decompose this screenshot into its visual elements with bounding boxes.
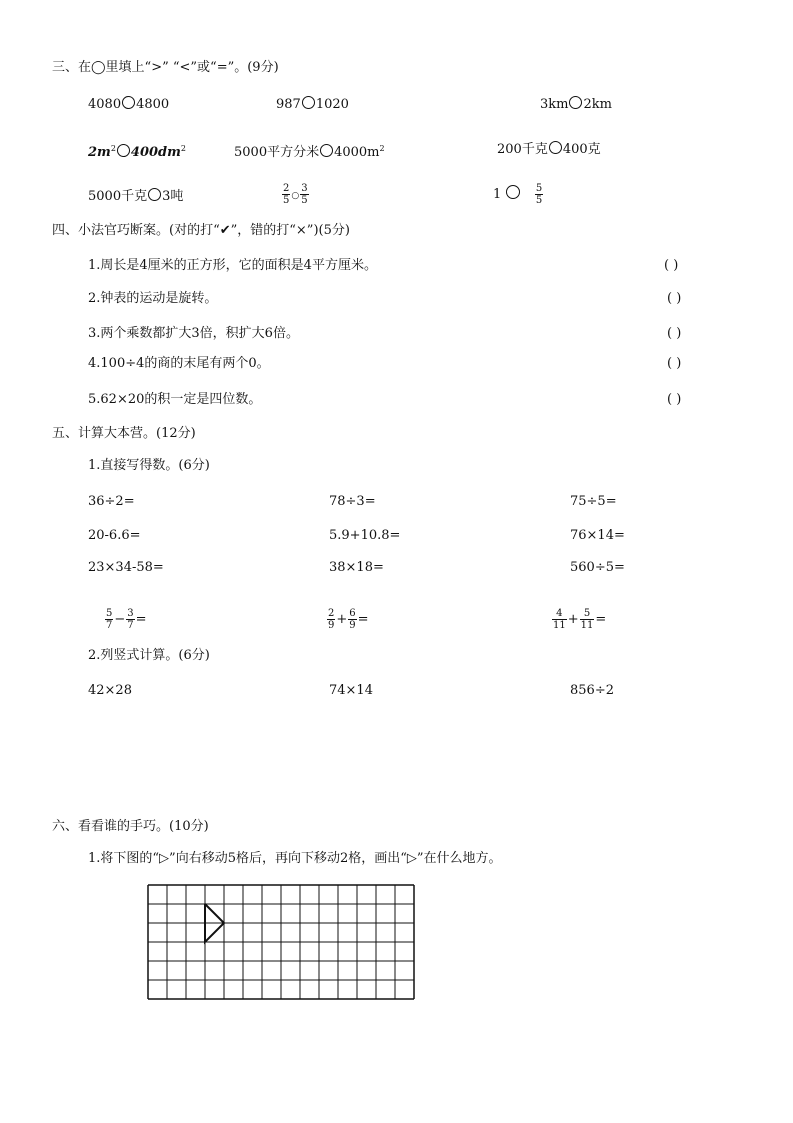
left-value: 2m bbox=[88, 145, 111, 160]
left-value: 5000千克 bbox=[88, 189, 148, 204]
fraction: $\frac{6}{9}$ bbox=[349, 608, 356, 631]
section-3-title: 三、在◯里填上“>” “<”或“=”。(9分) bbox=[52, 60, 279, 75]
compare-200kg-400g bbox=[497, 141, 601, 158]
compare-1-5-5 bbox=[493, 180, 544, 210]
left-value: 987 bbox=[276, 97, 301, 112]
operator: + bbox=[567, 612, 579, 627]
left-value: 200千克 bbox=[497, 142, 548, 157]
left-value: 5000平方分米 bbox=[234, 145, 320, 160]
right-value: 4800 bbox=[136, 97, 170, 112]
answer-circle[interactable] bbox=[122, 96, 135, 109]
fraction: $\frac{4}{11}$ bbox=[553, 608, 566, 631]
right-value: 400克 bbox=[562, 142, 601, 157]
vertical-calc-item: 856÷2 bbox=[570, 683, 614, 698]
exponent: 2 bbox=[379, 144, 385, 153]
calc-item: 20-6.6= bbox=[88, 528, 141, 543]
answer-circle[interactable] bbox=[506, 185, 520, 199]
answer-circle[interactable]: ○ bbox=[291, 191, 300, 201]
exponent: 2 bbox=[110, 144, 116, 153]
compare-987-1020 bbox=[276, 96, 349, 113]
left-value: 1 bbox=[493, 187, 502, 202]
sub-question-1: 1.直接写得数。(6分) bbox=[88, 458, 210, 473]
judge-item-1: 1.周长是4厘米的正方形，它的面积是4平方厘米。 bbox=[88, 258, 377, 273]
vertical-calc-item: 42×28 bbox=[88, 683, 132, 698]
judge-paren-2[interactable]: ( ) bbox=[667, 291, 682, 306]
frac-calc-b bbox=[326, 605, 369, 635]
right-value: 400dm bbox=[130, 145, 181, 160]
answer-circle[interactable] bbox=[302, 96, 315, 109]
frac-calc-a bbox=[104, 605, 147, 635]
fraction: $\frac{2}{9}$ bbox=[328, 608, 335, 631]
question-6-1: 1.将下图的“▷”向右移动5格后，再向下移动2格，画出“▷”在什么地方。 bbox=[88, 851, 502, 866]
equals: = bbox=[357, 612, 369, 627]
calc-item: 78÷3= bbox=[329, 494, 376, 509]
equals: = bbox=[595, 612, 607, 627]
vertical-calc-item: 74×14 bbox=[329, 683, 373, 698]
frac-calc-c bbox=[551, 605, 606, 635]
section-6-title: 六、看看谁的手巧。(10分) bbox=[52, 819, 209, 834]
answer-circle[interactable] bbox=[148, 188, 161, 201]
fraction: $\frac{5}{7}$ bbox=[106, 608, 113, 631]
right-value: 3吨 bbox=[162, 189, 184, 204]
calc-item: 23×34-58= bbox=[88, 560, 164, 575]
compare-2-5-3-5 bbox=[281, 180, 310, 211]
left-value: 3km bbox=[540, 97, 569, 112]
answer-circle[interactable] bbox=[549, 141, 562, 154]
calc-item: 560÷5= bbox=[570, 560, 625, 575]
compare-4080-4800 bbox=[88, 96, 169, 113]
calc-item: 38×18= bbox=[329, 560, 384, 575]
calc-item: 36÷2= bbox=[88, 494, 135, 509]
calc-item: 75÷5= bbox=[570, 494, 617, 509]
fraction: $\frac{5}{11}$ bbox=[580, 608, 594, 631]
compare-5000dm2-4000m2 bbox=[234, 141, 385, 161]
compare-5000kg-3t bbox=[88, 188, 183, 205]
judge-paren-3[interactable]: ( ) bbox=[667, 326, 682, 341]
operator: − bbox=[114, 612, 126, 627]
right-value: 2km bbox=[583, 97, 612, 112]
left-value: 4080 bbox=[88, 97, 122, 112]
fraction: $\frac{2}{5}$ bbox=[283, 183, 290, 206]
equals: = bbox=[135, 612, 147, 627]
judge-item-2: 2.钟表的运动是旋转。 bbox=[88, 291, 218, 306]
exponent: 2 bbox=[180, 144, 186, 153]
section-4-title: 四、小法官巧断案。(对的打“✔”，错的打“×”)(5分) bbox=[52, 223, 350, 238]
answer-circle[interactable] bbox=[117, 144, 130, 157]
judge-paren-4[interactable]: ( ) bbox=[667, 356, 682, 371]
judge-item-3: 3.两个乘数都扩大3倍，积扩大6倍。 bbox=[88, 326, 299, 341]
sub-question-2: 2.列竖式计算。(6分) bbox=[88, 648, 210, 663]
drawing-grid[interactable] bbox=[147, 884, 417, 1002]
fraction: $\frac{5}{5}$ bbox=[535, 183, 543, 206]
answer-circle[interactable] bbox=[320, 144, 333, 157]
judge-paren-1[interactable]: ( ) bbox=[664, 258, 679, 273]
fraction: $\frac{3}{7}$ bbox=[127, 608, 134, 631]
section-5-title: 五、计算大本营。(12分) bbox=[52, 426, 196, 441]
judge-item-4: 4.100÷4的商的末尾有两个0。 bbox=[88, 356, 270, 371]
calc-item: 5.9+10.8= bbox=[329, 528, 401, 543]
compare-3km-2km bbox=[540, 96, 612, 113]
operator: + bbox=[336, 612, 348, 627]
answer-circle[interactable] bbox=[569, 96, 582, 109]
calc-item: 76×14= bbox=[570, 528, 625, 543]
right-value: 1020 bbox=[315, 97, 349, 112]
compare-2m2-400dm2 bbox=[88, 141, 186, 161]
judge-paren-5[interactable]: ( ) bbox=[667, 392, 682, 407]
right-value: 4000m bbox=[334, 145, 380, 160]
judge-item-5: 5.62×20的积一定是四位数。 bbox=[88, 392, 262, 407]
fraction: $\frac{3}{5}$ bbox=[301, 183, 308, 206]
